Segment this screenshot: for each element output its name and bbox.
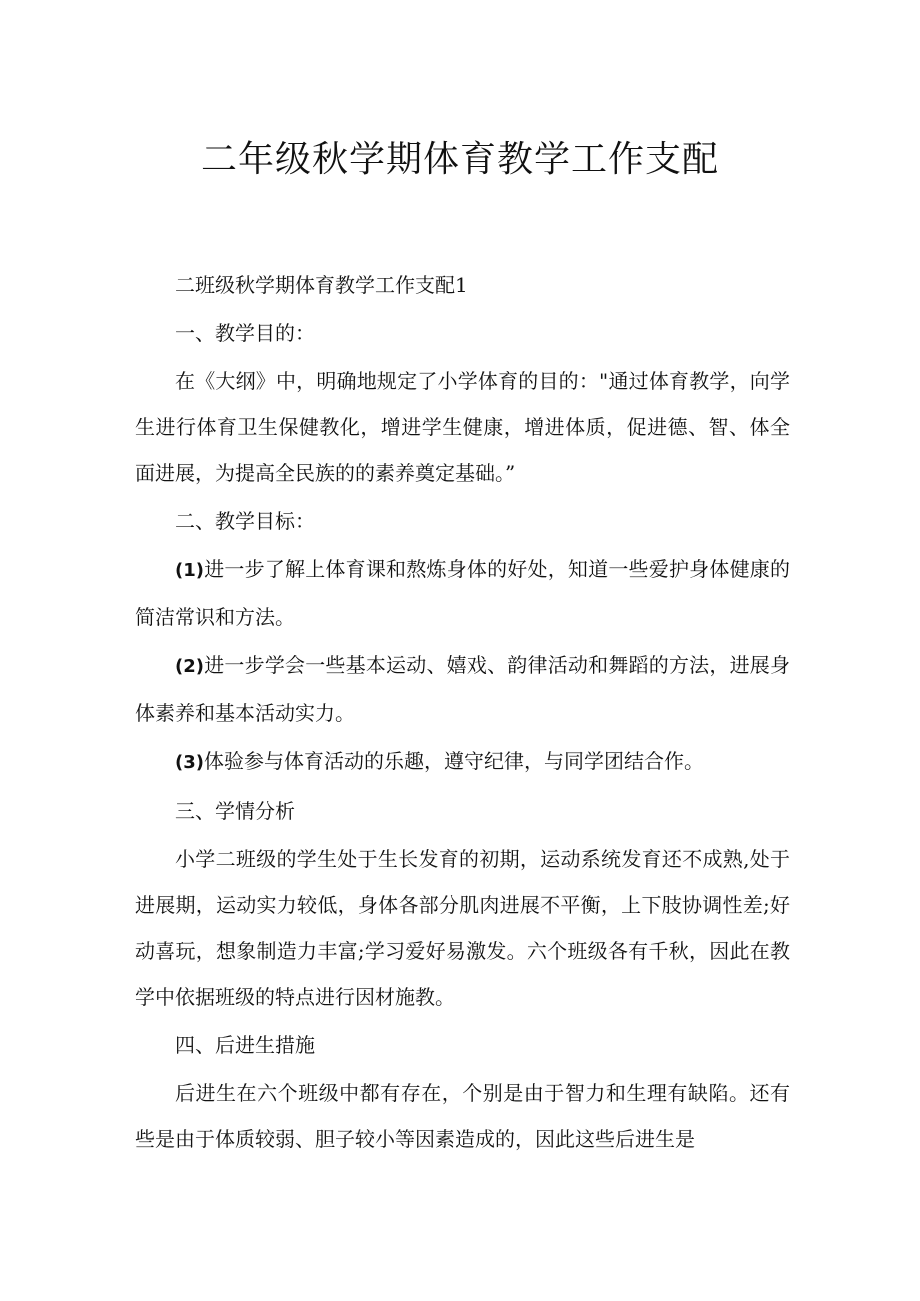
document-title: 二年级秋学期体育教学工作支配 — [200, 139, 719, 180]
paragraph-syllabus — [135, 358, 790, 496]
paragraph-text: 三、学情分析 — [175, 799, 295, 823]
document-body — [135, 262, 790, 1162]
paragraph-text: 后进生在六个班级中都有存在，个别是由于智力和生理有缺陷。还有些是由于体质较弱、胆子较小等因素造成的，因此这些后进生是 — [135, 1081, 790, 1151]
paragraph-text: 进一步学会一些基本运动、嬉戏、韵律活动和舞蹈的方法，进展身体素养和基本活动实力。 — [135, 653, 790, 725]
paragraph-lagging-students — [135, 1070, 790, 1162]
goal-number: (3) — [175, 752, 204, 773]
goal-item-1 — [135, 546, 790, 640]
paragraph-text: 一、教学目的： — [175, 321, 315, 345]
heading-learning-analysis — [135, 788, 790, 834]
paragraph-text: 在《大纲》中，明确地规定了小学体育的目的："通过体育教学，向学生进行体育卫生保健教化，增进学生健康，增进体质，促进德、智、体全面进展，为提高全民族的的素养奠定基础。” — [135, 369, 790, 485]
paragraph-text: 体验参与体育活动的乐趣，遵守纪律，与同学团结合作。 — [203, 749, 704, 773]
paragraph-text: 二班级秋学期体育教学工作支配1 — [175, 273, 468, 297]
paragraph-text: 小学二班级的学生处于生长发育的初期，运动系统发育还不成熟,处于进展期，运动实力较低，身体各部分肌肉进展不平衡，上下肢协调性差;好动喜玩，想象制造力丰富;学习爱好易激发。六个班级各有千秋，因此在教学中依据班级的特点进行因材施教。 — [135, 847, 790, 1009]
paragraph-text: 进一步了解上体育课和熬炼身体的好处，知道一些爱护身体健康的简洁常识和方法。 — [135, 557, 790, 629]
heading-lagging-students — [135, 1022, 790, 1068]
goal-item-2 — [135, 642, 790, 736]
goal-item-3 — [135, 738, 790, 786]
heading-teaching-goals — [135, 498, 790, 544]
paragraph-learning-analysis — [135, 836, 790, 1020]
paragraph-text: 四、后进生措施 — [175, 1033, 315, 1057]
paragraph-subtitle — [135, 262, 790, 308]
goal-number: (1) — [175, 560, 204, 581]
paragraph-text: 二、教学目标： — [175, 509, 315, 533]
goal-number: (2) — [175, 656, 204, 677]
heading-teaching-purpose — [135, 310, 790, 356]
